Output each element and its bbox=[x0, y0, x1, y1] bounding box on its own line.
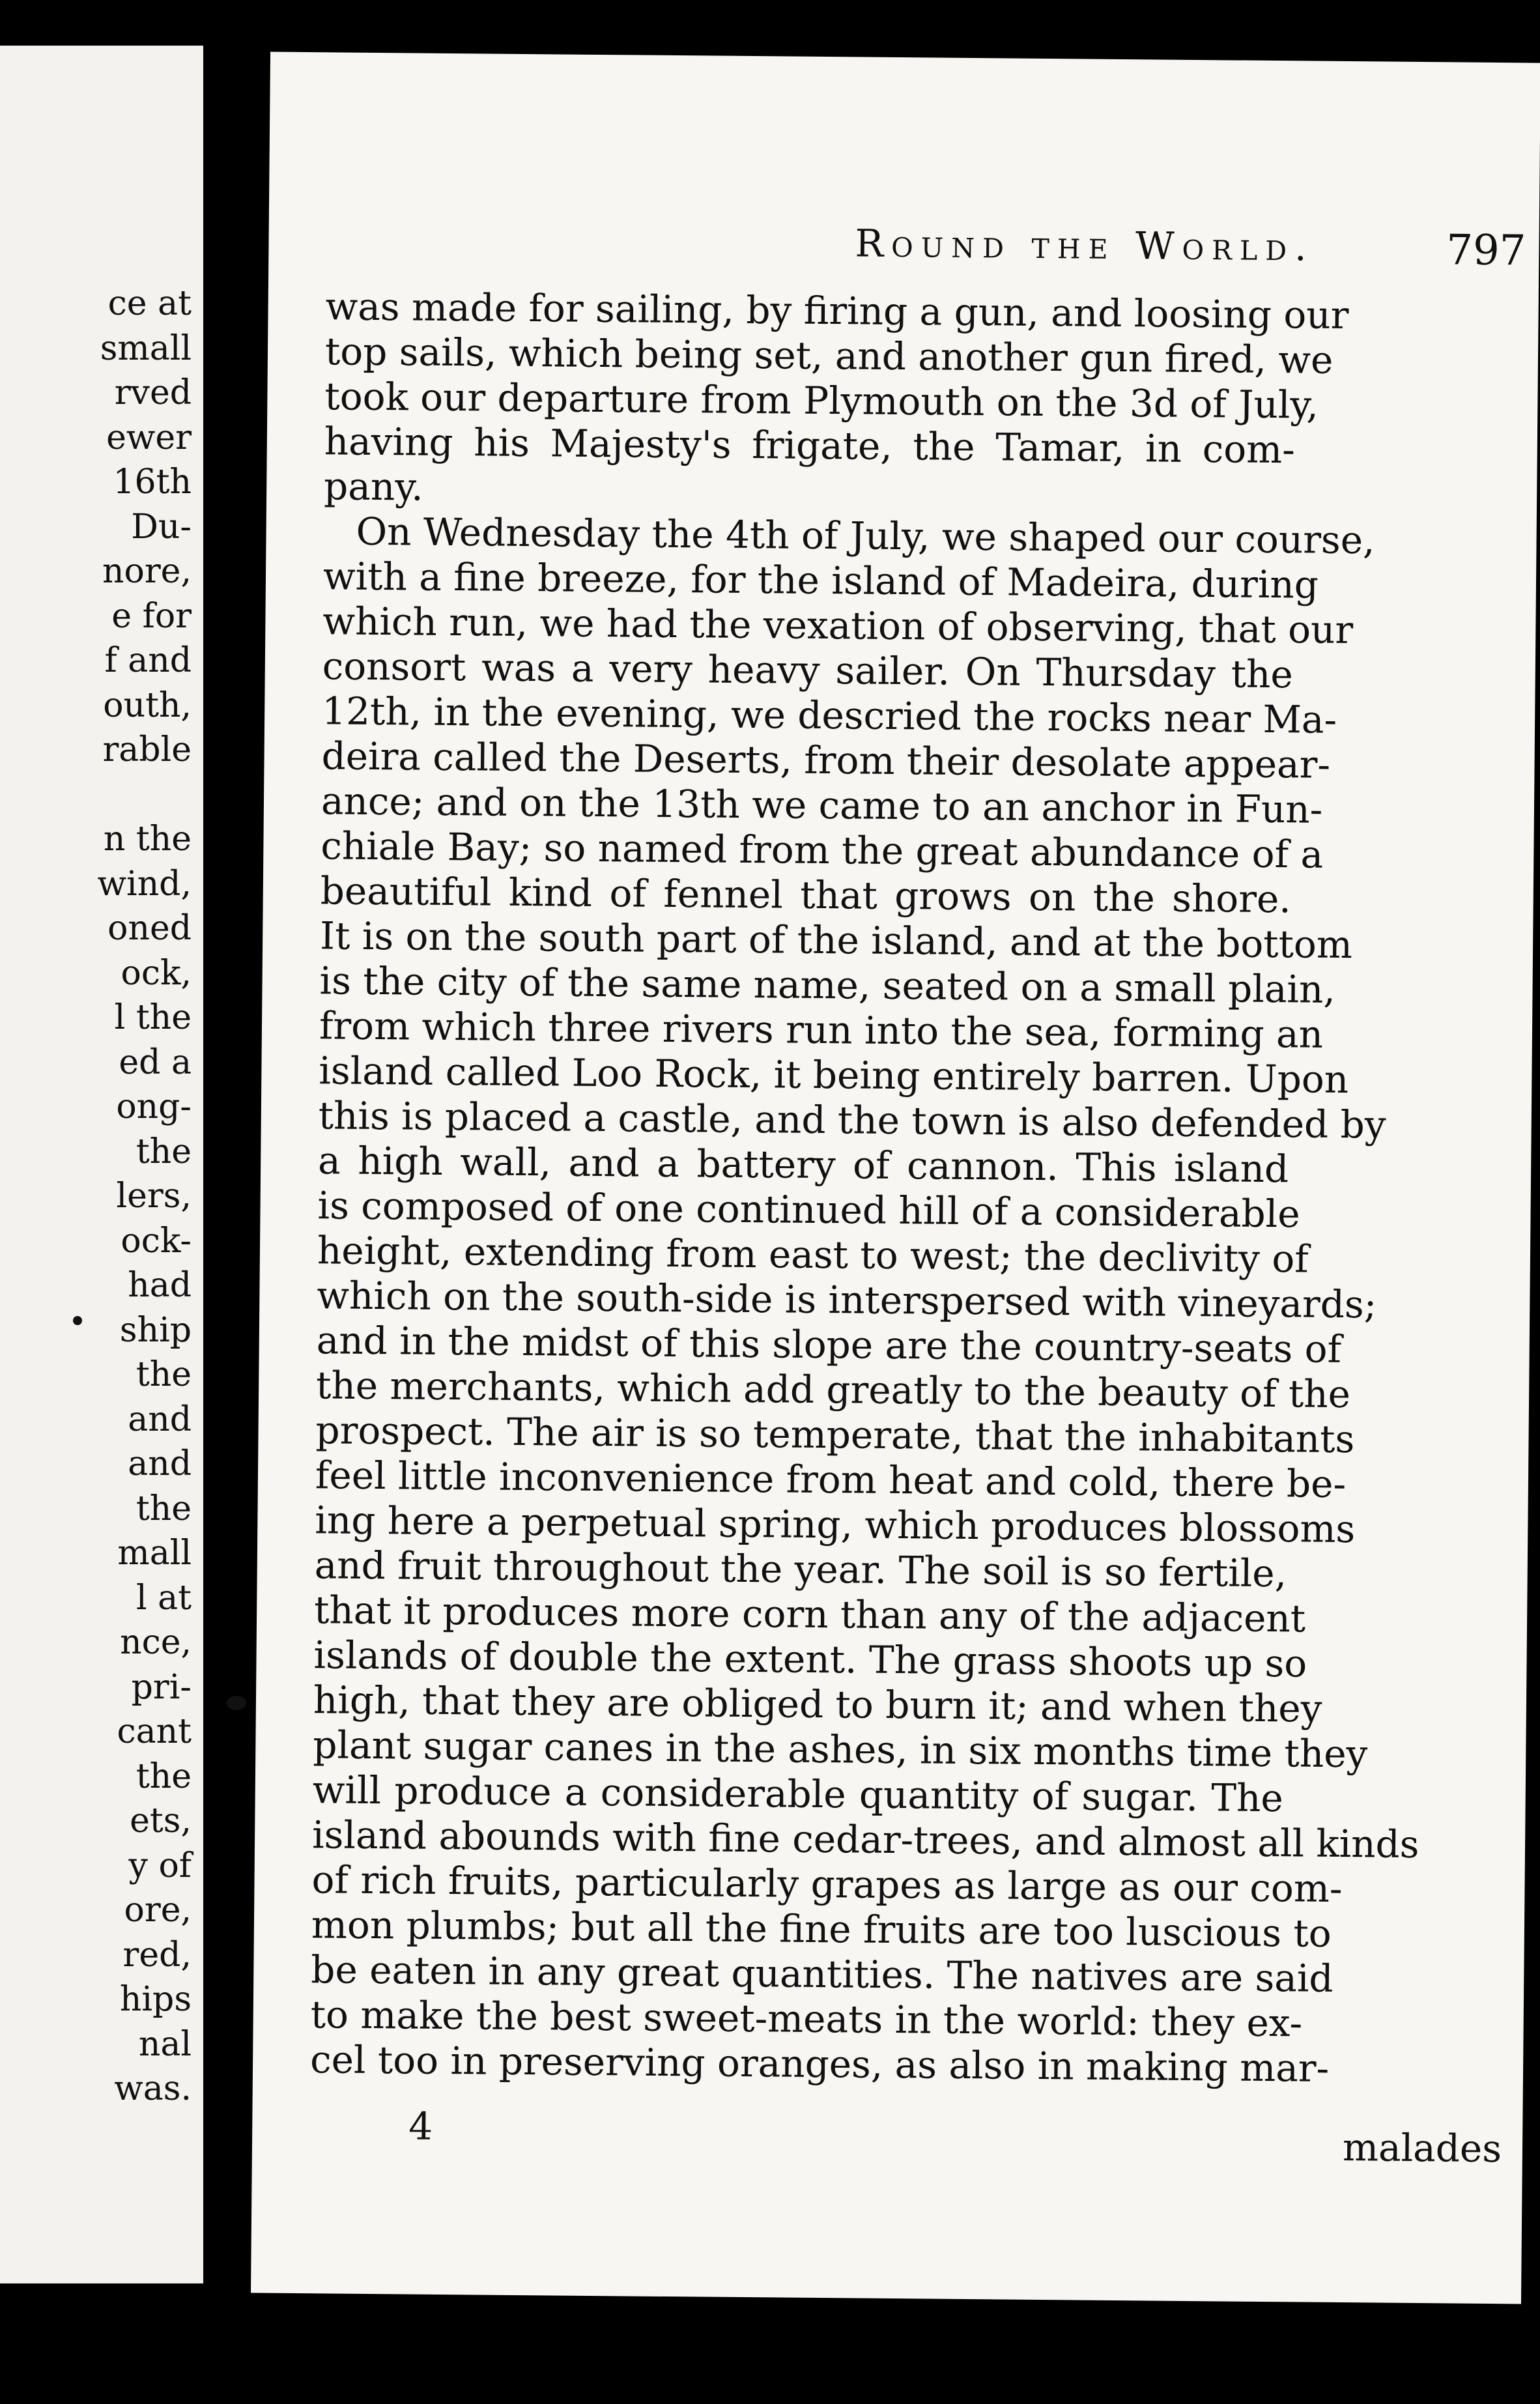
text-line: cel too in preserving oranges, as also in making mar- bbox=[309, 2037, 1330, 2091]
text-line: of rich fruits, particularly grapes as large as our com- bbox=[311, 1857, 1343, 1911]
left-page-fragment: outh, bbox=[103, 685, 192, 725]
text-line: from which three rivers run into the sea, forming an bbox=[319, 1003, 1324, 1057]
text-line: pany. bbox=[323, 464, 424, 509]
left-page-fragment: small bbox=[100, 328, 192, 368]
left-page-fragment: ed a bbox=[119, 1042, 192, 1082]
left-page-fragment: e for bbox=[111, 596, 192, 636]
ink-speck bbox=[73, 1316, 82, 1325]
text-line: to make the best sweet-meats in the world: they ex- bbox=[310, 1992, 1303, 2046]
signature-mark: 4 bbox=[408, 2104, 433, 2149]
text-line: island called Loo Rock, it being entirely barren. Upon bbox=[319, 1048, 1349, 1102]
text-line: top sails, which being set, and another gun fired, we bbox=[324, 329, 1333, 382]
left-page-fragment: the bbox=[135, 1355, 192, 1394]
text-line: high, that they are obliged to burn it; and when they bbox=[313, 1678, 1322, 1731]
text-line: It is on the south part of the island, and at the bottom bbox=[319, 913, 1353, 967]
left-page-fragment: y of bbox=[128, 1846, 192, 1885]
left-page-fragment: ewer bbox=[106, 418, 192, 457]
text-line: consort was a very heavy sailer. On Thursday the bbox=[322, 644, 1294, 697]
left-page-fragment: nore, bbox=[102, 552, 192, 591]
catchword: malades bbox=[1342, 2125, 1502, 2171]
right-page bbox=[251, 52, 1540, 2304]
text-line: islands of double the extent. The grass shoots up so bbox=[313, 1633, 1307, 1686]
text-line: which run, we had the vexation of observing, that our bbox=[322, 599, 1354, 653]
text-line: mon plumbs; but all the fine fruits are too luscious to bbox=[311, 1902, 1332, 1956]
left-page-fragment: red, bbox=[122, 1935, 192, 1975]
left-page-fragment: ship bbox=[119, 1310, 192, 1350]
text-line: and fruit throughout the year. The soil is so fertile, bbox=[314, 1543, 1287, 1596]
left-page-fragment: rable bbox=[102, 730, 192, 769]
left-page-fragment: l at bbox=[135, 1578, 192, 1618]
text-line: height, extending from east to west; the declivity of bbox=[317, 1228, 1309, 1281]
left-page-fragment: f and bbox=[104, 641, 192, 680]
left-page-fragment: wind, bbox=[97, 864, 192, 904]
text-line: that it produces more corn than any of the adjacent bbox=[313, 1588, 1306, 1641]
text-line: deira called the Deserts, from their desolate appear- bbox=[321, 734, 1331, 787]
left-page-fragment: n the bbox=[103, 820, 192, 859]
left-page-fragment: oned bbox=[107, 909, 192, 948]
text-line: 12th, in the evening, we descried the rocks near Ma- bbox=[321, 689, 1337, 742]
text-line: island abounds with fine cedar-trees, and almost all kinds bbox=[311, 1812, 1419, 1867]
text-line: ing here a perpetual spring, which produces blossoms bbox=[315, 1498, 1356, 1552]
left-page-fragment: cant bbox=[117, 1712, 192, 1751]
body-text bbox=[309, 284, 1419, 2091]
text-line: a high wall, and a battery of cannon. This island bbox=[317, 1138, 1289, 1192]
left-page-fragment: was. bbox=[114, 2069, 192, 2108]
text-line: the merchants, which add greatly to the beauty of the bbox=[315, 1363, 1351, 1417]
text-line: will produce a considerable quantity of sugar. The bbox=[312, 1767, 1284, 1821]
text-line: plant sugar canes in the ashes, in six months time they bbox=[313, 1723, 1368, 1777]
page-number: 797 bbox=[1446, 226, 1526, 276]
left-page-fragment: ong- bbox=[116, 1087, 192, 1126]
text-line: prospect. The air is so temperate, that the inhabitants bbox=[315, 1408, 1355, 1462]
left-page-fragment: Du- bbox=[131, 507, 192, 547]
left-page-fragment: and bbox=[128, 1399, 192, 1439]
text-line: and in the midst of this slope are the country-seats of bbox=[316, 1318, 1342, 1371]
left-page-fragment: the bbox=[135, 1132, 192, 1171]
text-line: which on the south-side is interspersed with vineyards; bbox=[317, 1273, 1377, 1327]
text-line: is composed of one continued hill of a considerable bbox=[317, 1183, 1300, 1237]
left-page-fragment: ore, bbox=[124, 1891, 192, 1930]
text-line: with a fine breeze, for the island of Madeira, during bbox=[322, 554, 1319, 607]
text-line: having his Majesty's frigate, the Tamar, in com- bbox=[324, 419, 1296, 472]
text-line: chiale Bay; so named from the great abundance of a bbox=[321, 823, 1324, 877]
left-page-edge bbox=[0, 46, 203, 2283]
text-line: was made for sailing, by firing a gun, and loosing our bbox=[325, 284, 1349, 338]
left-page-fragment: hips bbox=[119, 1980, 192, 2019]
left-page-fragment: 16th bbox=[113, 463, 192, 502]
text-line: On Wednesday the 4th of July, we shaped our course, bbox=[356, 509, 1375, 563]
left-page-fragment: nal bbox=[138, 2024, 192, 2064]
text-line: this is placed a castle, and the town is also defended by bbox=[318, 1093, 1386, 1147]
left-page-fragment: ock, bbox=[121, 953, 192, 993]
text-line: took our departure from Plymouth on the 3d of July, bbox=[324, 374, 1319, 427]
text-line: ance; and on the 13th we came to an anchor in Fun- bbox=[321, 779, 1323, 832]
left-page-fragment: had bbox=[128, 1266, 192, 1305]
left-page-fragment: pri- bbox=[131, 1667, 192, 1707]
left-page-fragment: lers, bbox=[116, 1177, 192, 1216]
text-line: be eaten in any great quantities. The natives are said bbox=[311, 1947, 1333, 2001]
left-page-fragment: mall bbox=[117, 1534, 192, 1573]
left-page-fragment: and bbox=[128, 1444, 192, 1483]
running-title: Round the World. bbox=[855, 221, 1315, 270]
left-page-fragment: ets, bbox=[130, 1801, 192, 1840]
ink-blot bbox=[227, 1696, 246, 1710]
left-page-fragment: rved bbox=[114, 373, 192, 412]
text-line: feel little inconvenience from heat and cold, there be- bbox=[315, 1453, 1347, 1507]
left-page-fragment: ock- bbox=[121, 1221, 192, 1261]
page-header bbox=[594, 219, 1539, 279]
left-page-fragment: the bbox=[135, 1489, 192, 1528]
text-line: is the city of the same name, seated on a small plain, bbox=[319, 958, 1336, 1012]
text-line: beautiful kind of fennel that grows on the shore. bbox=[320, 868, 1292, 922]
left-page-fragment: the bbox=[135, 1756, 192, 1796]
left-page-fragment: l the bbox=[114, 998, 192, 1037]
left-page-fragment: ce at bbox=[107, 284, 192, 323]
left-page-fragment: nce, bbox=[120, 1623, 192, 1662]
